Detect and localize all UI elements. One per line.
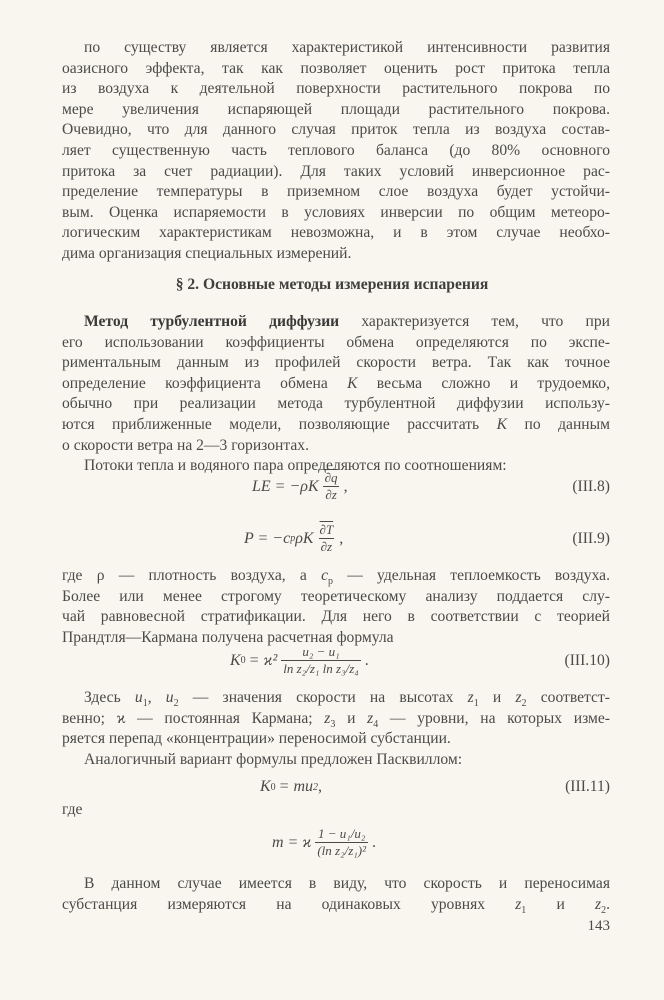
text-segment: Аналогичный вариант формулы предложен Пасквиллом:	[84, 750, 463, 768]
text-line	[62, 566, 610, 587]
text-line	[62, 415, 610, 436]
text-segment: мере увеличения испаряющей площади растительного покрова.	[62, 100, 610, 118]
eq11-lhs: K	[260, 778, 271, 795]
math-symbol: 4	[373, 718, 379, 730]
text-segment: пределение температуры в приземном слое воздуха будет устойчи-	[62, 183, 610, 201]
text-line	[62, 587, 610, 608]
text-line	[62, 709, 610, 730]
text-segment: Прандтля—Кармана получена расчетная формула	[62, 628, 394, 646]
eq11-subscript2: 2	[313, 781, 319, 793]
text-line	[62, 100, 610, 121]
math-symbol: c	[321, 567, 328, 584]
text-segment: ляет существенную часть теплового баланса (до 80% основного	[62, 141, 610, 159]
math-symbol: 2	[601, 904, 607, 916]
eq10-fraction	[281, 644, 361, 677]
text-segment: — уровни, на которых изме-	[378, 709, 610, 727]
text-line	[62, 688, 610, 709]
eq10-period: .	[364, 651, 369, 669]
text-segment: и	[335, 709, 368, 727]
text-line	[62, 223, 610, 244]
eq10-lhs: K	[230, 651, 241, 669]
eq10-kappa: = ϰ²	[248, 651, 278, 669]
equation-m	[62, 826, 610, 866]
paragraph-density	[62, 566, 610, 648]
equation-iii-10	[62, 644, 610, 684]
eq8-numerator: ∂q	[324, 470, 338, 485]
text-segment: по существу является характеристикой интенсивности развития	[84, 39, 610, 56]
eq9-comma: ,	[339, 529, 344, 547]
text-line	[62, 729, 610, 750]
text-segment: соответст-	[526, 689, 610, 706]
eq8-label: (III.8)	[572, 478, 610, 495]
text-segment: дима организация специальных измерений.	[62, 244, 352, 262]
math-symbol: z	[515, 895, 522, 913]
eq8-comma: ,	[343, 477, 348, 495]
text-segment: логическим характеристикам невозможна, и в этом случае необхо-	[62, 224, 610, 242]
eq9-lhs: P = −c	[244, 529, 291, 547]
text-segment: Очевидно, что для данного случая приток тепла из воздуха состав-	[62, 121, 610, 139]
eq11-subscript: 0	[270, 781, 276, 793]
text-line	[62, 374, 610, 395]
text-line	[62, 895, 610, 916]
text-line	[62, 182, 610, 203]
text-segment: Потоки тепла и водяного пара определяются по соотношениям:	[84, 457, 507, 475]
text-segment: — значения скорости на высотах	[178, 689, 468, 706]
text-segment: оазисного эффекта, так как позволяет оценить рост притока тепла	[62, 59, 610, 77]
text-line	[62, 353, 610, 374]
text-line	[62, 203, 610, 224]
text-segment: ,	[147, 689, 166, 706]
paragraph-turbulent-diffusion	[62, 312, 610, 477]
eq9-label: (III.9)	[572, 530, 610, 547]
text-line	[62, 607, 610, 628]
text-segment: о скорости ветра на 2—3 горизонтах.	[62, 436, 310, 454]
equation-iii-8	[62, 470, 610, 510]
eq8-lhs: LE = −ρK	[252, 477, 319, 495]
where-label: где	[62, 801, 83, 818]
eq10-numerator: u₂ − u₁	[302, 644, 340, 659]
eqm-fraction	[315, 826, 368, 859]
text-segment: венно; ϰ — постоянная Кармана;	[62, 709, 325, 727]
text-line	[62, 120, 610, 141]
text-line	[62, 141, 610, 162]
bold-term: Метод турбулентной диффузии	[84, 313, 340, 330]
eq9-lhs2: ρK	[295, 529, 314, 547]
math-symbol: K	[347, 374, 358, 392]
text-segment: вым. Оценка испаряемости в условиях инверсии по общим метеоро-	[62, 203, 610, 221]
eq8-fraction	[323, 470, 340, 503]
math-symbol: 3	[330, 718, 336, 730]
math-symbol: 1	[521, 904, 527, 916]
math-symbol: z	[367, 709, 374, 727]
text-segment: субстанция измеряются на одинаковых уровнях	[62, 895, 516, 913]
math-symbol: K	[496, 415, 508, 433]
text-line	[62, 38, 610, 59]
eqm-period: .	[372, 833, 377, 851]
eqm-denominator: (ln z₂/z₁)²	[317, 843, 367, 858]
eq11-label: (III.11)	[565, 778, 610, 795]
eqm-numerator: 1 − u₁/u₂	[317, 826, 366, 841]
paragraph-oasis-effect	[62, 38, 610, 265]
text-segment: обычно при реализации метода турбулентной диффузии использу-	[62, 395, 610, 413]
eq9-numerator: ∂T	[319, 522, 334, 537]
math-symbol: 1	[473, 698, 479, 710]
text-line	[62, 312, 610, 333]
text-segment: и	[526, 895, 595, 913]
text-segment: Более или менее строгому теоретическому анализу поддается слу-	[62, 587, 610, 605]
text-segment: по данным	[507, 415, 610, 433]
text-line	[62, 436, 610, 457]
page-number: 143	[587, 918, 610, 934]
eqm-lhs: m = ϰ	[272, 833, 312, 851]
text-segment: весьма сложно и трудоемко,	[357, 374, 610, 392]
eq10-denominator: ln z₂/z₁ ln z₃/z₄	[283, 661, 359, 676]
eq11-rhs: = mu	[278, 778, 314, 795]
math-symbol: z	[324, 709, 331, 727]
eq9-fraction	[318, 522, 336, 555]
text-segment: где ρ — плотность воздуха, а	[62, 567, 322, 584]
text-line	[62, 79, 610, 100]
text-segment: риментальным данным из профилей скорости ветра. Так как точное	[62, 354, 610, 372]
text-line	[62, 162, 610, 183]
math-symbol: p	[328, 576, 333, 588]
text-segment: притока за счет радиации). Для таких условий инверсионное рас-	[62, 162, 610, 180]
text-segment: ряется перепад «концентрации» переносимой субстанции.	[62, 730, 451, 748]
text-line	[62, 333, 610, 354]
math-symbol: u	[165, 689, 174, 706]
text-segment: характеризуется тем, что при	[339, 313, 610, 330]
section-heading: § 2. Основные методы измерения испарения	[175, 276, 489, 293]
text-segment: из воздуха к деятельной поверхности растительного покрова по	[62, 80, 610, 98]
text-segment: его использовании коэффициенты обмена определяются по экспе-	[62, 333, 610, 351]
eq11-comma: ,	[318, 778, 323, 795]
text-segment: Здесь	[84, 689, 135, 706]
math-symbol: u	[134, 689, 143, 706]
equation-iii-11	[62, 770, 610, 810]
eq9-denominator: ∂z	[320, 539, 333, 554]
text-segment: ются приближенные модели, позволяющие рассчитать	[62, 415, 497, 433]
math-symbol: z	[467, 689, 474, 706]
eq10-subscript: 0	[240, 655, 246, 666]
text-segment: .	[606, 895, 610, 913]
math-symbol: 2	[521, 698, 527, 710]
paragraph-same-levels	[62, 874, 610, 915]
text-segment: определение коэффициента обмена	[62, 374, 348, 392]
text-line	[62, 874, 610, 895]
math-symbol: 1	[142, 698, 148, 710]
text-line	[62, 244, 610, 265]
eq10-label: (III.10)	[564, 652, 610, 669]
paragraph-explanation	[62, 688, 610, 770]
math-symbol: z	[595, 895, 602, 913]
text-line	[62, 394, 610, 415]
math-symbol: z	[515, 689, 522, 706]
math-symbol: 2	[173, 698, 179, 710]
eq9-subscript: p	[290, 533, 296, 544]
text-line	[62, 59, 610, 80]
text-segment: чай равновесной стратификации. Для него в соответствии с теорией	[62, 608, 610, 626]
eq8-denominator: ∂z	[325, 487, 337, 502]
equation-iii-9	[62, 522, 610, 562]
text-segment: и	[478, 689, 516, 706]
text-segment: — удельная теплоемкость воздуха.	[333, 567, 610, 584]
text-segment: В данном случае имеется в виду, что скорость и переносимая	[84, 875, 610, 892]
text-line	[62, 750, 610, 771]
